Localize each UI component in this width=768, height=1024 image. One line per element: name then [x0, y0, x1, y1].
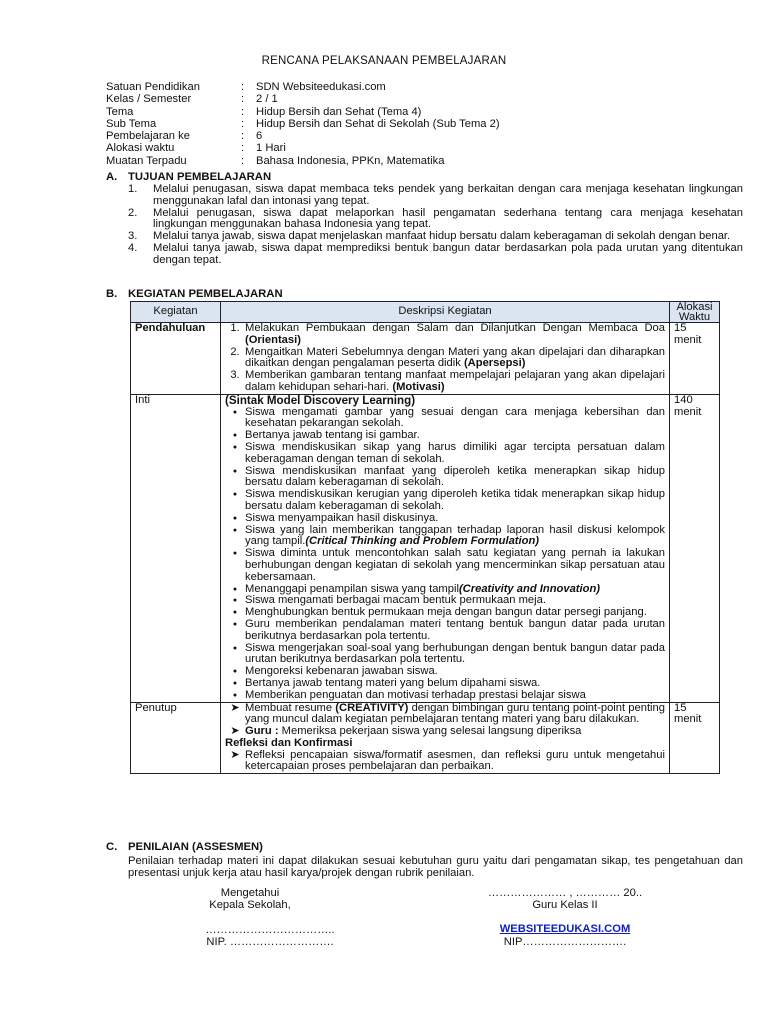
list-item: ● Menanggapi penampilan siswa yang tampil(Creativity and Innovation) [225, 584, 665, 596]
list-item: 2. Mengaitkan Materi Sebelumnya dengan Materi yang akan dipelajari dan diharapkan dikaitkan dengan pengalaman peserta didik (Apersepsi) [230, 345, 665, 370]
time-inti: 140 menit [670, 394, 720, 702]
header-deskripsi: Deskripsi Kegiatan [221, 302, 670, 323]
identity-colon: : [241, 154, 245, 167]
identity-value: 2 / 1 [256, 93, 278, 106]
penutup-list [225, 703, 665, 738]
identity-colon: : [241, 81, 245, 93]
bullet-icon: ● [232, 620, 238, 628]
inti-heading: (Sintak Model Discovery Learning) [225, 393, 416, 407]
identity-label: Tema [106, 105, 134, 118]
sig-right-nip: NIP………………………. [503, 936, 627, 948]
identity-row [106, 143, 500, 155]
identity-colon: : [241, 105, 245, 118]
signature-right [460, 888, 670, 912]
label-penutup: Penutup [131, 702, 221, 774]
table-header-row [131, 302, 720, 323]
section-c-number: C. [106, 841, 118, 853]
list-item: ● Bertanya jawab tentang materi yang belum dipahami siswa. [225, 678, 665, 690]
bullet-icon: ● [232, 526, 238, 534]
list-item: ➤ Refleksi pencapaian siswa/formatif asesmen, dan refleksi guru untuk mengetahui ketercapaian proses pembelajaran dan perbaikan. [230, 748, 665, 773]
refleksi-list [225, 750, 665, 774]
assessment-text: Penilaian terhadap materi ini dapat dilakukan sesuai kebutuhan guru yaitu dari pengamatan sikap, tes pengetahuan dan presentasi unjuk kerja atau hasil karya/projek dengan rubrik penilaian. [128, 855, 743, 879]
bullet-icon: ● [232, 668, 238, 676]
sig-right-date: ………………… , ………… 20.. [487, 887, 643, 899]
sig-left-name: …………………………….. [205, 924, 335, 936]
label-inti: Inti [131, 394, 221, 702]
header-alokasi: Alokasi Waktu [670, 302, 720, 323]
list-item: ● Siswa mengamati berbagai macam bentuk permukaan meja. [225, 595, 665, 607]
section-a-number: A. [106, 171, 118, 183]
section-b-title: KEGIATAN PEMBELAJARAN [128, 288, 283, 300]
identity-label: Muatan Terpadu [106, 154, 187, 167]
bullet-icon: ● [232, 408, 238, 416]
row-penutup [131, 702, 720, 774]
bullet-icon: ● [232, 514, 238, 522]
sig-left-line1: Mengetahui [220, 887, 280, 899]
inti-list [225, 407, 665, 702]
list-item: ● Siswa mengerjakan soal-soal yang berhubungan dengan bentuk bangun datar pada urutan berikutnya berdasarkan pola tertentu. [225, 643, 665, 667]
list-item: ● Siswa mengamati gambar yang sesuai dengan cara menjaga kebersihan dan kesehatan pekarangan sekolah. [225, 407, 665, 431]
list-item: ● Siswa menyampaikan hasil diskusinya. [225, 513, 665, 525]
section-b-heading [106, 289, 283, 301]
time-penutup: 15 menit [670, 702, 720, 774]
section-c-title: PENILAIAN (ASSESMEN) [128, 841, 263, 853]
section-c-heading [106, 842, 263, 854]
website-link[interactable]: WEBSITEEDUKASI.COM [499, 923, 631, 935]
identity-value: 6 [256, 130, 263, 143]
identity-label: Satuan Pendidikan [106, 81, 200, 93]
header-kegiatan: Kegiatan [131, 302, 221, 323]
list-item: 2. Melalui penugasan, siswa dapat melaporkan hasil pengamatan sederhana tentang cara menjaga kesehatan lingkungan menggunakan bahasa Indonesia yang tepat. [128, 206, 743, 231]
identity-value: SDN Websiteedukasi.com [256, 81, 386, 93]
bullet-icon: ● [232, 679, 238, 687]
identity-value: 1 Hari [256, 142, 286, 155]
sig-right-line2: Guru Kelas II [532, 898, 598, 911]
pendahuluan-list [225, 323, 665, 394]
list-item: ● Siswa diminta untuk mencontohkan salah satu kegiatan yang pernah ia lakukan berhubungan dengan kegiatan di sekolah yang mencerminkan sikap persatuan atau kebersamaan. [225, 548, 665, 583]
identity-label: Alokasi waktu [106, 142, 175, 155]
identity-colon: : [241, 93, 245, 106]
identity-block [106, 82, 500, 168]
bullet-icon: ● [232, 691, 238, 699]
bullet-icon: ● [232, 432, 238, 440]
section-b-number: B. [106, 288, 118, 300]
identity-value: Hidup Bersih dan Sehat (Tema 4) [256, 105, 422, 118]
identity-row [106, 94, 500, 106]
bullet-icon: ● [232, 467, 238, 475]
list-item: ➤ Membuat resume (CREATIVITY) dengan bimbingan guru tentang point-point penting yang muncul dalam kegiatan pembelajaran tentang materi yang baru dilakukan. [230, 701, 665, 726]
list-item: 4. Melalui tanya jawab, siswa dapat memprediksi bentuk bangun datar berdasarkan pola pada urutan yang ditentukan dengan tepat. [128, 241, 743, 266]
list-item: ● Mengoreksi kebenaran jawaban siswa. [225, 666, 665, 678]
identity-label: Pembelajaran ke [106, 130, 190, 143]
identity-colon: : [241, 117, 245, 130]
activities-table [130, 301, 720, 774]
list-item: ● Guru memberikan pendalaman materi tentang bentuk bangun datar pada urutan berikutnya berdasarkan pola tertentu. [225, 619, 665, 643]
identity-label: Kelas / Semester [106, 93, 192, 106]
objectives-list [128, 184, 743, 267]
bullet-icon: ● [232, 443, 238, 451]
list-item: ● Bertanya jawab tentang isi gambar. [225, 430, 665, 442]
page-title: RENCANA PELAKSANAAN PEMBELAJARAN [261, 55, 507, 67]
bullet-icon: ● [232, 491, 238, 499]
list-item: ➤ Guru : Memeriksa pekerjaan siswa yang selesai langsung diperiksa [230, 725, 582, 738]
section-a-title: TUJUAN PEMBELAJARAN [128, 171, 272, 183]
label-pendahuluan: Pendahuluan [131, 323, 221, 395]
list-item: ● Siswa mendiskusikan manfaat yang diperoleh ketika menerapkan sikap hidup bersatu dalam keberagaman di sekolah. [225, 466, 665, 490]
sig-left-line2: Kepala Sekolah, [209, 898, 291, 911]
bullet-icon: ● [232, 550, 238, 558]
identity-value: Bahasa Indonesia, PPKn, Matematika [256, 154, 445, 167]
bullet-icon: ● [232, 644, 238, 652]
refleksi-heading: Refleksi dan Konfirmasi [225, 736, 353, 749]
identity-colon: : [241, 130, 245, 143]
bullet-icon: ● [232, 585, 238, 593]
bullet-icon: ● [232, 609, 238, 617]
identity-value: Hidup Bersih dan Sehat di Sekolah (Sub Tema 2) [256, 117, 500, 130]
identity-colon: : [241, 142, 245, 155]
list-item: 1. Melakukan Pembukaan dengan Salam dan Dilanjutkan Dengan Membaca Doa (Orientasi) [230, 322, 665, 346]
list-item: 3. Melalui tanya jawab, siswa dapat menjelaskan manfaat hidup bersatu dalam keberagaman di sekolah dengan benar. [128, 230, 731, 243]
list-item: 3. Memberikan gambaran tentang manfaat mempelajari pelajaran yang akan dipelajari dalam kehidupan sehari-hari. (Motivasi) [230, 369, 665, 393]
bullet-icon: ● [232, 597, 238, 605]
time-pendahuluan: 15 menit [670, 323, 720, 395]
identity-label: Sub Tema [106, 117, 157, 130]
list-item: ● Menghubungkan bentuk permukaan meja dengan bangun datar persegi panjang. [225, 607, 665, 619]
list-item: 1. Melalui penugasan, siswa dapat membaca teks pendek yang berkaitan dengan cara menjaga kesehatan lingkungan menggunakan lafal dan intonasi yang tepat. [128, 183, 743, 207]
signature-left [180, 888, 320, 912]
sig-left-nip: NIP. ………………………. [206, 936, 334, 948]
identity-row [106, 156, 500, 168]
list-item: ● Siswa mendiskusikan kerugian yang diperoleh ketika tidak menerapkan sikap hidup bersatu dalam keberagaman di sekolah. [225, 489, 665, 513]
list-item: ● Siswa mendiskusikan sikap yang harus dimiliki agar tercipta persatuan dalam keberagaman dengan teman di sekolah. [225, 442, 665, 466]
row-pendahuluan [131, 323, 720, 395]
list-item: ● Memberikan penguatan dan motivasi terhadap prestasi belajar siswa [225, 690, 665, 702]
list-item: ● Siswa yang lain memberikan tanggapan terhadap laporan hasil diskusi kelompok yang tampil.(Critical Thinking and Problem Formulation) [225, 525, 665, 549]
row-inti [131, 394, 720, 702]
